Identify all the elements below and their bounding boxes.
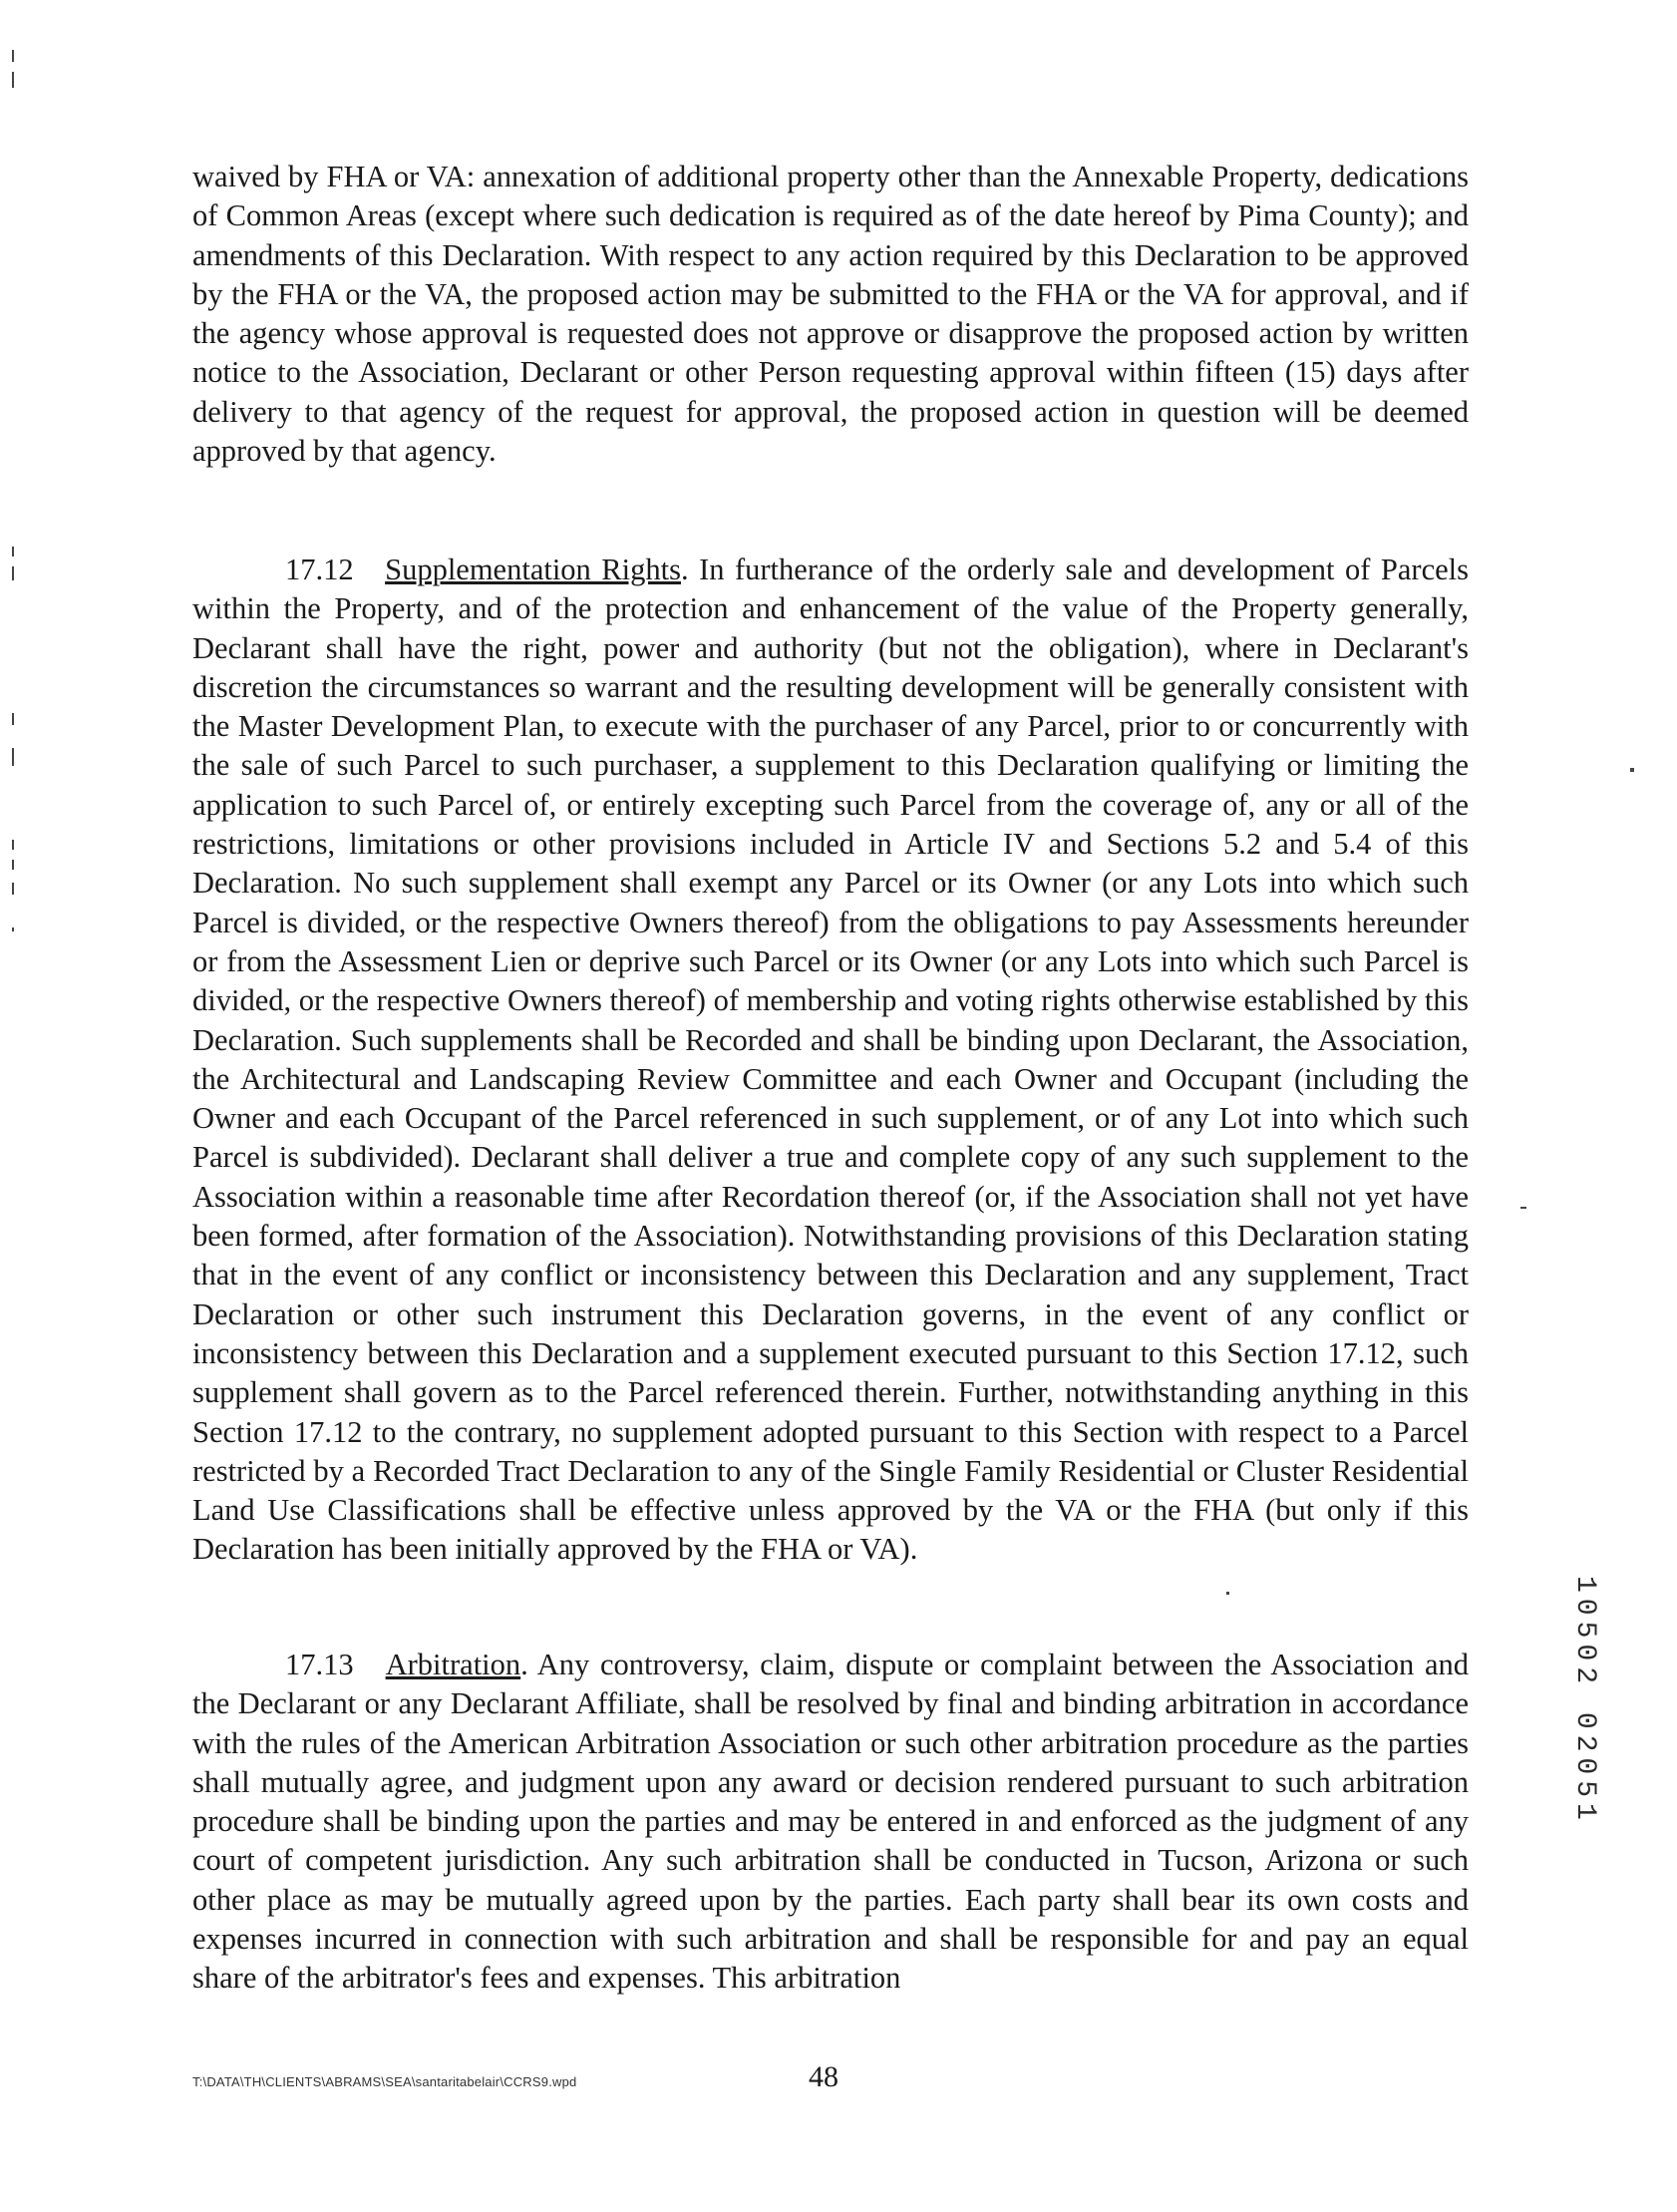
section-number: 17.13 [285,1648,354,1681]
scan-mark [1226,1592,1229,1595]
scan-mark [12,72,14,88]
scan-mark [12,547,14,556]
scan-mark [1630,768,1634,772]
scan-mark [1520,1207,1526,1209]
paragraph-fha-va-approval: waived by FHA or VA: annexation of additional property other than the Annexable Property, dedications of Common Areas (except where such dedication is required as of the date hereof by Pima County); and amendments of this Declaration. With respect to any action required by this Declaration to be approved by the FHA or the VA, the proposed action may be submitted to the FHA or the VA for approval, and if the agency whose approval is requested does not approve or disapprove the proposed action by written notice to the Association, Declarant or other Person requesting approval within fifteen (15) days after delivery to that agency of the request for approval, the proposed action in question will be deemed approved by that agency. [192,160,1469,469]
footer-file-path: T:\DATA\TH\CLIENTS\ABRAMS\SEA\santaritabelair\CCRS9.wpd [192,2074,577,2089]
section-heading: Arbitration [385,1648,521,1681]
scan-mark [12,860,14,870]
scan-mark [12,748,14,766]
section-17-13 [192,1646,1469,1999]
section-17-12 [192,551,1469,1570]
section-body: . Any controversy, claim, dispute or complaint between the Association and the Declarant or any Declarant Affiliate, shall be resolved by final and binding arbitration in accordance with the rules of the American Arbitration Association or such other arbitration procedure as the parties shall mutually agree, and judgment upon any award or decision rendered pursuant to such arbitration procedure shall be binding upon the parties and may be entered in and enforced as the judgment of any court of competent jurisdiction. Any such arbitration shall be conducted in Tucson, Arizona or such other place as may be mutually agreed upon by the parties. Each party shall bear its own costs and expenses incurred in connection with such arbitration and shall be responsible for and pay an equal share of the arbitrator's fees and expenses. This arbitration [192,1648,1470,1996]
scan-mark [12,50,14,62]
section-number: 17.12 [285,553,354,586]
section-body: . In furtherance of the orderly sale and development of Parcels within the Property, and of the protection and enhancement of the value of the Property generally, Declarant shall have the right, power and authority (but not the obligation), where in Declarant's discretion the circumstances so warrant and the resulting development will be generally consistent with the Master Development Plan, to execute with the purchaser of any Parcel, prior to or concurrently with the sale of such Parcel to such purchaser, a supplement to this Declaration qualifying or limiting the application to such Parcel of, or entirely excepting such Parcel from the coverage of, any or all of the restrictions, limitations or other provisions included in Article IV and Sections 5.2 and 5.4 of this Declaration. No such supplement shall exempt any Parcel or its Owner (or any Lots into which such Parcel is divided, or the respective Owners thereof) from the obligations to pay Assessments hereunder or from the Assessment Lien or deprive such Parcel or its Owner (or any Lots into which such Parcel is divided, or the respective Owners thereof) of membership and voting rights otherwise established by this Declaration. Such supplements shall be Recorded and shall be binding upon Declarant, the Association, the Architectural and Landscaping Review Committee and each Owner and Occupant (including the Owner and each Occupant of the Parcel referenced in such supplement, or of any Lot into which such Parcel is subdivided). Declarant shall deliver a true and complete copy of any such supplement to the Association within a reasonable time after Recordation thereof (or, if the Association shall not yet have been formed, after formation of the Association). Notwithstanding provisions of this Declaration stating that in the event of any conflict or inconsistency between this Declaration and any supplement, Tract Declaration or other such instrument this Declaration governs, in the event of any conflict or inconsistency between this Declaration and a supplement executed pursuant to this Section 17.12, such supplement shall govern as to the Parcel referenced therein. Further, notwithstanding anything in this Section 17.12 to the contrary, no supplement adopted pursuant to this Section with respect to a Parcel restricted by a Recorded Tract Declaration to any of the Single Family Residential or Cluster Residential Land Use Classifications shall be effective unless approved by the VA or the FHA (but only if this Declaration has been initially approved by the FHA or VA). [192,553,1470,1567]
scan-mark [12,840,14,850]
scan-mark [12,713,14,725]
scan-mark [12,927,14,931]
section-heading: Supplementation Rights [385,553,681,586]
scan-mark [12,566,14,580]
margin-docket-stamp: 10502 02051 [1569,1576,1600,1826]
page-number: 48 [809,2060,838,2093]
scan-mark [12,883,14,895]
